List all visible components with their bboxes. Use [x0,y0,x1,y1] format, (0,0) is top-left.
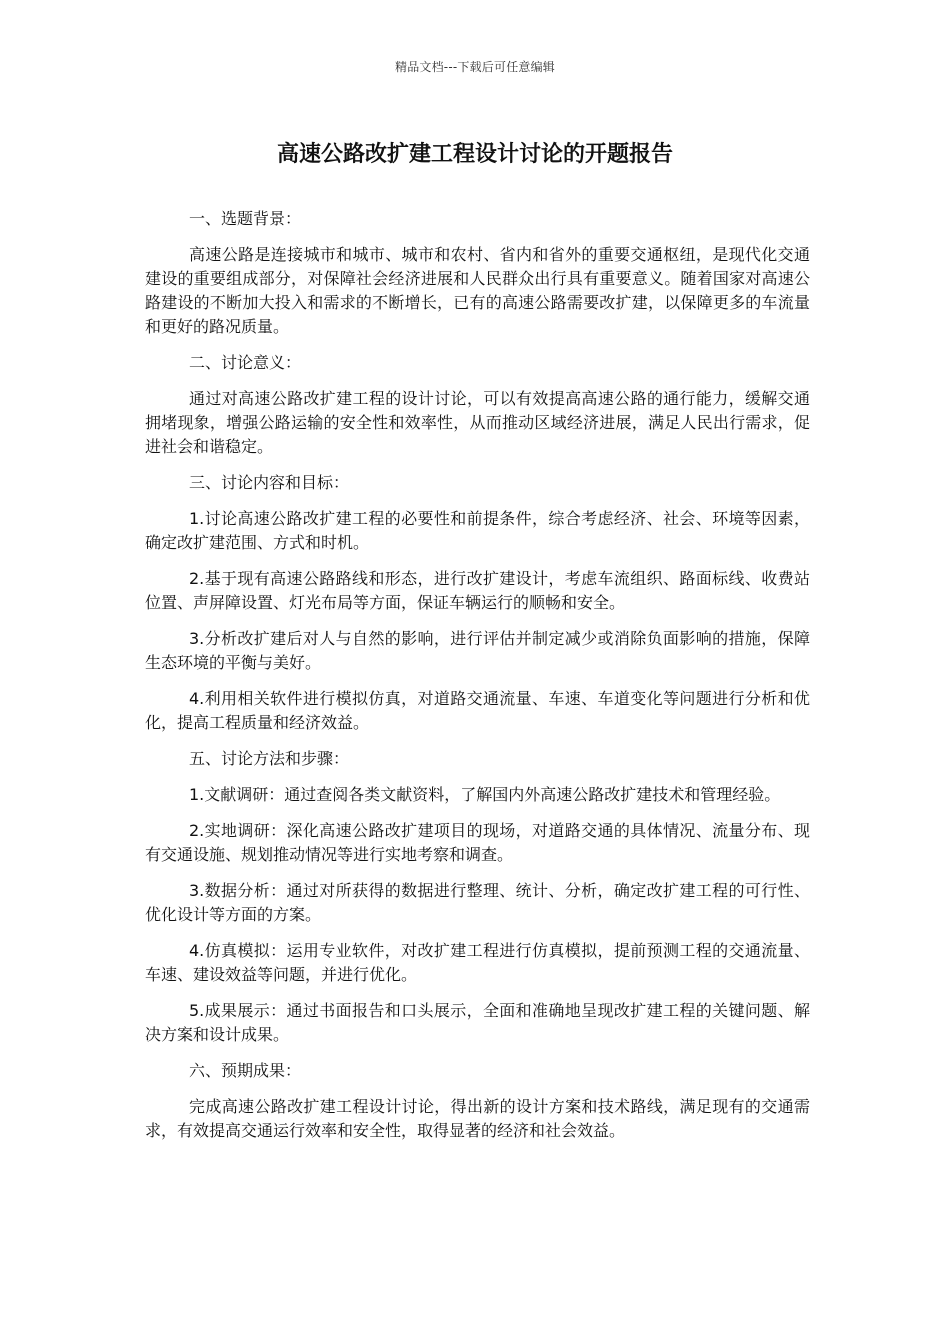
methods-list-item: 5.成果展示：通过书面报告和口头展示，全面和准确地呈现改扩建工程的关键问题、解决方案和设计成果。 [145,1001,810,1044]
document-title: 高速公路改扩建工程设计讨论的开题报告 [276,142,673,167]
content-list-item: 4.利用相关软件进行模拟仿真，对道路交通流量、车速、车道变化等问题进行分析和优化，提高工程质量和经济效益。 [145,689,810,732]
methods-list-item: 2.实地调研：深化高速公路改扩建项目的现场，对道路交通的具体情况、流量分布、现有交通设施、规划推动情况等进行实地考察和调查。 [145,821,810,864]
methods-list-item: 3.数据分析：通过对所获得的数据进行整理、统计、分析，确定改扩建工程的可行性、优化设计等方面的方案。 [145,881,810,924]
section-paragraph-outcomes: 完成高速公路改扩建工程设计讨论，得出新的设计方案和技术路线，满足现有的交通需求，有效提高交通运行效率和安全性，取得显著的经济和社会效益。 [145,1097,810,1140]
content-list-item: 1.讨论高速公路改扩建工程的必要性和前提条件，综合考虑经济、社会、环境等因素，确定改扩建范围、方式和时机。 [145,509,810,552]
section-paragraph-background: 高速公路是连接城市和城市、城市和农村、省内和省外的重要交通枢纽，是现代化交通建设的重要组成部分，对保障社会经济进展和人民群众出行具有重要意义。随着国家对高速公路建设的不断加大投入和需求的不断增长，已有的高速公路需要改扩建，以保障更多的车流量和更好的路况质量。 [145,245,810,336]
section-heading-background: 一、选题背景： [189,209,302,228]
content-list-item: 3.分析改扩建后对人与自然的影响，进行评估并制定减少或消除负面影响的措施，保障生态环境的平衡与美好。 [145,629,810,672]
section-paragraph-significance: 通过对高速公路改扩建工程的设计讨论，可以有效提高高速公路的通行能力，缓解交通拥堵现象，增强公路运输的安全性和效率性，从而推动区域经济进展，满足人民出行需求，促进社会和谐稳定。 [145,389,810,456]
content-list-item: 2.基于现有高速公路路线和形态，进行改扩建设计，考虑车流组织、路面标线、收费站位置、声屏障设置、灯光布局等方面，保证车辆运行的顺畅和安全。 [145,569,810,612]
document-body [145,207,810,1155]
section-heading-content: 三、讨论内容和目标： [189,473,350,492]
methods-list-item: 4.仿真模拟：运用专业软件，对改扩建工程进行仿真模拟，提前预测工程的交通流量、车速、建设效益等问题，并进行优化。 [145,941,810,984]
section-heading-methods: 五、讨论方法和步骤： [189,749,350,768]
methods-list-item: 1.文献调研：通过查阅各类文献资料，了解国内外高速公路改扩建技术和管理经验。 [189,785,781,804]
section-heading-outcomes: 六、预期成果： [189,1061,302,1080]
header-note: 精品文档---下载后可任意编辑 [395,60,555,74]
section-heading-significance: 二、讨论意义： [189,353,302,372]
